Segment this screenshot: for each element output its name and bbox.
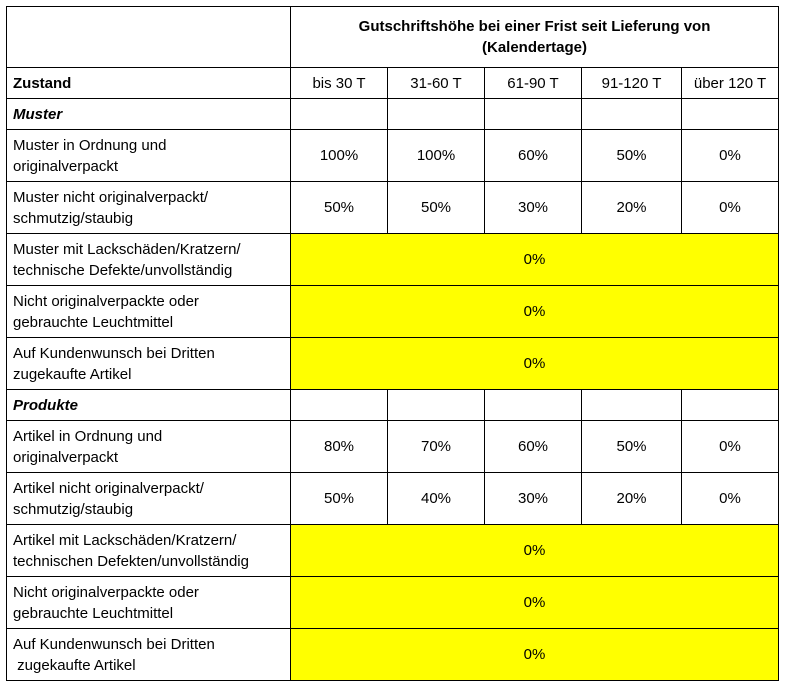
table-row: [7, 577, 779, 629]
value-cell: 0%: [682, 473, 779, 525]
merged-value-cell: 0%: [291, 629, 779, 681]
condition-line1: Muster nicht originalverpackt/: [13, 188, 209, 206]
condition-line2: zugekaufte Artikel: [13, 656, 136, 674]
condition-line1: Muster in Ordnung und: [13, 136, 167, 154]
value-cell: 60%: [485, 130, 582, 182]
table-row: [7, 421, 779, 473]
period-header: bis 30 T: [291, 68, 388, 99]
value-cell: 100%: [388, 130, 485, 182]
table-body: [7, 7, 779, 681]
condition-line2: technische Defekte/unvollständig: [13, 261, 233, 279]
table-row: [7, 473, 779, 525]
zustand-header: Zustand: [7, 68, 291, 99]
merged-value-cell: 0%: [291, 338, 779, 390]
empty-cell: [682, 99, 779, 130]
header-row-title: [7, 7, 779, 68]
condition-line2: originalverpackt: [13, 157, 119, 175]
merged-value-cell: 0%: [291, 234, 779, 286]
empty-cell: [388, 390, 485, 421]
condition-line1: Nicht originalverpackte oder: [13, 583, 199, 601]
condition-line1: Artikel in Ordnung und: [13, 427, 163, 445]
value-cell: 50%: [582, 421, 682, 473]
credit-table: [6, 6, 779, 681]
condition-line2: schmutzig/staubig: [13, 500, 134, 518]
condition-cell: [7, 182, 291, 234]
condition-line2: gebrauchte Leuchtmittel: [13, 313, 174, 331]
value-cell: 40%: [388, 473, 485, 525]
condition-cell: [7, 473, 291, 525]
merged-value-cell: 0%: [291, 525, 779, 577]
table-row: [7, 130, 779, 182]
value-cell: 20%: [582, 182, 682, 234]
condition-line1: Auf Kundenwunsch bei Dritten: [13, 635, 215, 653]
empty-cell: [485, 390, 582, 421]
condition-line1: Muster mit Lackschäden/Kratzern/: [13, 240, 241, 258]
table-title-cell: [291, 7, 779, 68]
value-cell: 20%: [582, 473, 682, 525]
header-empty-cell: [7, 7, 291, 68]
period-header: über 120 T: [682, 68, 779, 99]
period-header: 91-120 T: [582, 68, 682, 99]
value-cell: 50%: [291, 473, 388, 525]
condition-line2: originalverpackt: [13, 448, 119, 466]
condition-cell: [7, 130, 291, 182]
condition-cell: [7, 421, 291, 473]
period-header: 31-60 T: [388, 68, 485, 99]
value-cell: 30%: [485, 473, 582, 525]
value-cell: 100%: [291, 130, 388, 182]
value-cell: 70%: [388, 421, 485, 473]
condition-line1: Artikel mit Lackschäden/Kratzern/: [13, 531, 237, 549]
section-row: [7, 99, 779, 130]
empty-cell: [291, 390, 388, 421]
value-cell: 50%: [582, 130, 682, 182]
condition-cell: [7, 577, 291, 629]
value-cell: 80%: [291, 421, 388, 473]
condition-cell: [7, 286, 291, 338]
value-cell: 0%: [682, 421, 779, 473]
condition-cell: [7, 629, 291, 681]
empty-cell: [582, 390, 682, 421]
period-header: 61-90 T: [485, 68, 582, 99]
merged-value-cell: 0%: [291, 286, 779, 338]
condition-line2: technischen Defekten/unvollständig: [13, 552, 249, 570]
header-row-periods: [7, 68, 779, 99]
table-row: [7, 629, 779, 681]
section-title: Produkte: [7, 390, 291, 421]
value-cell: 0%: [682, 182, 779, 234]
table-row: [7, 338, 779, 390]
table-row: [7, 234, 779, 286]
empty-cell: [485, 99, 582, 130]
condition-line1: Artikel nicht originalverpackt/: [13, 479, 204, 497]
merged-value-cell: 0%: [291, 577, 779, 629]
value-cell: 30%: [485, 182, 582, 234]
value-cell: 60%: [485, 421, 582, 473]
value-cell: 50%: [388, 182, 485, 234]
table-row: [7, 182, 779, 234]
section-row: [7, 390, 779, 421]
condition-cell: [7, 234, 291, 286]
table-title-line2: (Kalendertage): [482, 39, 588, 56]
condition-line1: Nicht originalverpackte oder: [13, 292, 199, 310]
value-cell: 50%: [291, 182, 388, 234]
condition-line2: zugekaufte Artikel: [13, 365, 132, 383]
empty-cell: [291, 99, 388, 130]
condition-cell: [7, 525, 291, 577]
table-row: [7, 525, 779, 577]
condition-cell: [7, 338, 291, 390]
table-row: [7, 286, 779, 338]
value-cell: 0%: [682, 130, 779, 182]
empty-cell: [388, 99, 485, 130]
condition-line2: schmutzig/staubig: [13, 209, 134, 227]
table-title-line1: Gutschriftshöhe bei einer Frist seit Lieferung von: [358, 18, 711, 35]
section-title: Muster: [7, 99, 291, 130]
condition-line2: gebrauchte Leuchtmittel: [13, 604, 174, 622]
empty-cell: [682, 390, 779, 421]
empty-cell: [582, 99, 682, 130]
condition-line1: Auf Kundenwunsch bei Dritten: [13, 344, 215, 362]
